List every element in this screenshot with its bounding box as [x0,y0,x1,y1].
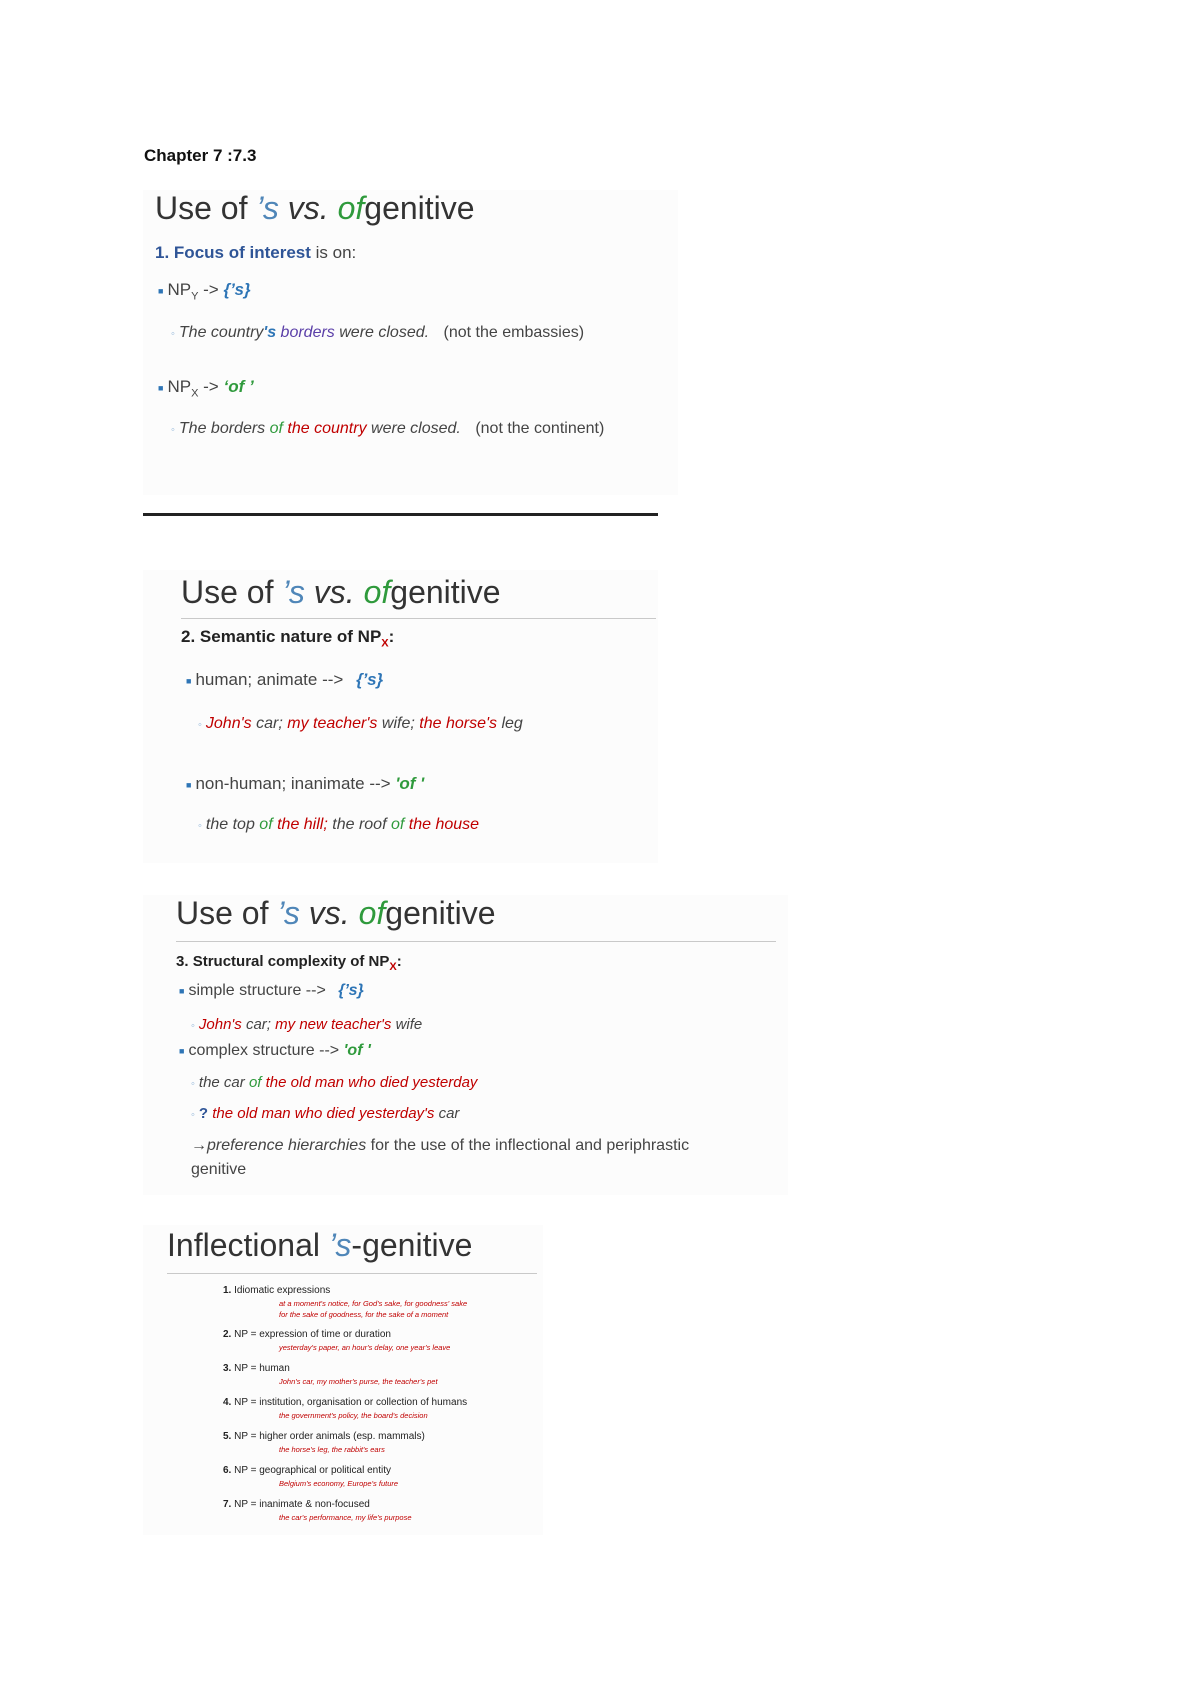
circle-bullet-icon: ◦ [171,328,175,340]
circle-bullet-icon: ◦ [191,1020,195,1032]
point-heading: 3. Structural complexity of $NP_X$: [176,953,402,973]
square-bullet-icon: ■ [179,985,185,996]
example-non-human: ◦ the top of the hill; the roof of the house [198,816,480,833]
slide-title: Use of ’s vs. ofgenitive [176,895,496,931]
list-item-example: yesterday's paper, an hour's delay, one year's leave [279,1343,451,1352]
list-item: 6. NP = geographical or political entity [223,1465,391,1476]
square-bullet-icon: ■ [179,1045,185,1056]
slide-inflectional-genitive [143,1225,543,1535]
title-rule [167,1273,537,1274]
slide-structural-complexity [143,895,788,1195]
list-item-example: at a moment's notice, for God's sake, for goodness' sake [279,1299,468,1308]
square-bullet-icon: ■ [186,675,192,686]
example-country-s: ◦ The country's borders were closed. (not the embassies) [171,324,585,341]
example-simple: ◦ John's car; my new teacher's wife [191,1016,423,1033]
focus-heading: 1. Focus of interest is on: [155,243,357,262]
list-item-example: Belgium's economy, Europe's future [279,1479,399,1488]
circle-bullet-icon: ◦ [198,719,202,731]
list-item-example: for the sake of goodness, for the sake of a moment [279,1310,449,1319]
square-bullet-icon: ■ [186,779,192,790]
circle-bullet-icon: ◦ [191,1109,195,1121]
title-rule [181,618,656,619]
list-item: 4. NP = institution, organisation or collection of humans [223,1397,468,1408]
slide-title: Inflectional ’s-genitive [167,1227,473,1263]
list-item-example: John's car, my mother's purse, the teacher's pet [279,1377,438,1386]
list-item: 7. NP = inanimate & non-focused [223,1499,370,1510]
square-bullet-icon: ■ [158,382,164,393]
list-item: 3. NP = human [223,1363,290,1374]
slide-semantic-nature [143,570,658,863]
bullet-complex: ■ complex structure --> 'of ' [179,1042,371,1059]
right-arrow-icon: → [191,1137,207,1154]
bullet-simple: ■ simple structure --> {’s} [179,982,364,999]
list-item: 5. NP = higher order animals (esp. mammals) [223,1431,425,1442]
bullet-human: ■ human; animate --> {’s} [186,670,384,689]
list-item-example: the car's performance, my life's purpose [279,1513,412,1522]
square-bullet-icon: ■ [158,285,164,296]
bullet-non-human: ■ non-human; inanimate --> 'of ' [186,774,425,793]
section-divider [143,513,658,516]
chapter-heading: Chapter 7 :7.3 [144,146,257,165]
circle-bullet-icon: ◦ [171,424,175,436]
slide-title: Use of ’s vs. ofgenitive [181,574,501,610]
preference-note: →preference hierarchies for the use of the inflectional and periphrastic [191,1137,690,1154]
list-item-example: the horse's leg, the rabbit's ears [279,1445,385,1454]
example-complex-of: ◦ the car of the old man who died yesterday [191,1074,478,1091]
preference-note-cont: genitive [191,1161,247,1178]
circle-bullet-icon: ◦ [191,1078,195,1090]
list-item-example: the government's policy, the board's decision [279,1411,428,1420]
title-rule [176,941,776,942]
example-of-country: ◦ The borders of the country were closed. (not the continent) [171,420,605,437]
point-heading: 2. Semantic nature of $NP_X$: [181,627,395,650]
bullet-np-y: ■ $NP_Y$ -> {’s} [158,280,251,303]
slide-title: Use of ’s vs. ofgenitive [155,190,475,226]
example-complex-s: ◦ ? the old man who died yesterday's car [191,1105,460,1122]
list-item: 2. NP = expression of time or duration [223,1329,391,1340]
bullet-np-x: ■ $NP_X$ -> ‘of ’ [158,377,254,400]
example-human: ◦ John's car; my teacher's wife; the horse's leg [198,715,523,732]
list-item: 1. Idiomatic expressions [223,1285,331,1296]
slide-focus-of-interest [143,190,678,495]
circle-bullet-icon: ◦ [198,820,202,832]
